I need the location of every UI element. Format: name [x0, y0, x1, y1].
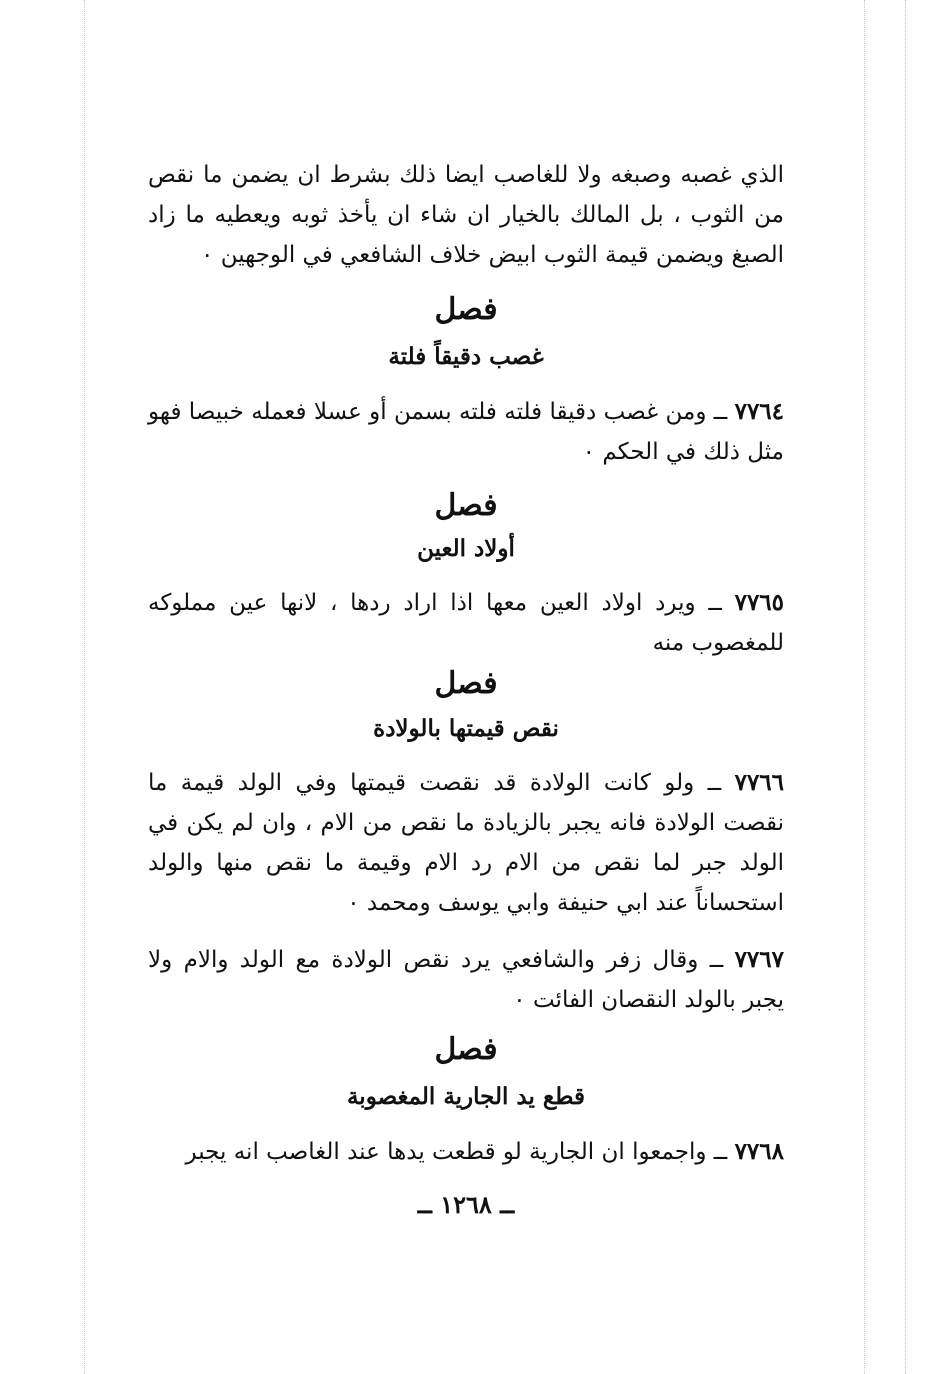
paragraph-intro: الذي غصبه وصبغه ولا للغاصب ايضا ذلك بشرط ان يضمن ما نقص من الثوب ، بل المالك بالخيار ان شاء ان يأخذ ثوبه ويعطيه ما زاد الصبغ ويضمن قيمة الثوب ابيض خلاف الشافعي في الوجهين ٠ — [148, 162, 784, 268]
section-heading-fasl-4: فصل — [434, 1032, 498, 1067]
scan-dotted-line — [864, 0, 865, 1374]
scan-dotted-line — [84, 0, 85, 1374]
section-heading-fasl-1: فصل — [434, 292, 498, 327]
paragraph-7765: ٧٧٦٥ ــ ويرد اولاد العين معها اذا اراد ردها ، لانها عين مملوكه للمغصوب منه — [148, 589, 785, 656]
section-heading-fasl-2: فصل — [434, 488, 498, 523]
section-subtitle-1: غصب دقيقاً فلتة — [388, 343, 544, 370]
paragraph-number: ٧٧٦٨ — [734, 1138, 784, 1165]
paragraph-7764: ٧٧٦٤ ــ ومن غصب دقيقا فلته فلته بسمن أو عسلا فعمله خبيصا فهو مثل ذلك في الحكم ٠ — [148, 398, 785, 465]
page-number: ــ ١٢٦٨ ــ — [417, 1190, 515, 1219]
paragraph-7766: ٧٧٦٦ ــ ولو كانت الولادة قد نقصت قيمتها وفي الولد قيمة ما نقصت الولادة فانه يجبر بالزيادة ما نقص من الام ، وان لم يكن في الولد جبر لما نقص من الام رد الام وقيمة ما نقص منها والولد استحساناً عند ابي حنيفة وابي يوسف ومحمد ٠ — [148, 769, 785, 916]
paragraph-number: ٧٧٦٧ — [734, 946, 784, 973]
section-subtitle-4: قطع يد الجارية المغصوبة — [346, 1083, 586, 1110]
paragraph-number: ٧٧٦٤ — [734, 398, 785, 425]
paragraph-7768: ٧٧٦٨ ــ واجمعوا ان الجارية لو قطعت يدها عند الغاصب انه يجبر — [185, 1138, 784, 1165]
paragraph-number: ٧٧٦٥ — [734, 589, 785, 616]
scan-dotted-line — [905, 0, 906, 1374]
section-subtitle-3: نقص قيمتها بالولادة — [373, 715, 559, 742]
section-subtitle-2: أولاد العين — [417, 535, 515, 562]
paragraph-7767: ٧٧٦٧ ــ وقال زفر والشافعي يرد نقص الولادة مع الولد والام ولا يجبر بالولد النقصان الفائت ٠ — [148, 946, 784, 1013]
paragraph-number: ٧٧٦٦ — [734, 769, 785, 796]
section-heading-fasl-3: فصل — [434, 666, 498, 701]
